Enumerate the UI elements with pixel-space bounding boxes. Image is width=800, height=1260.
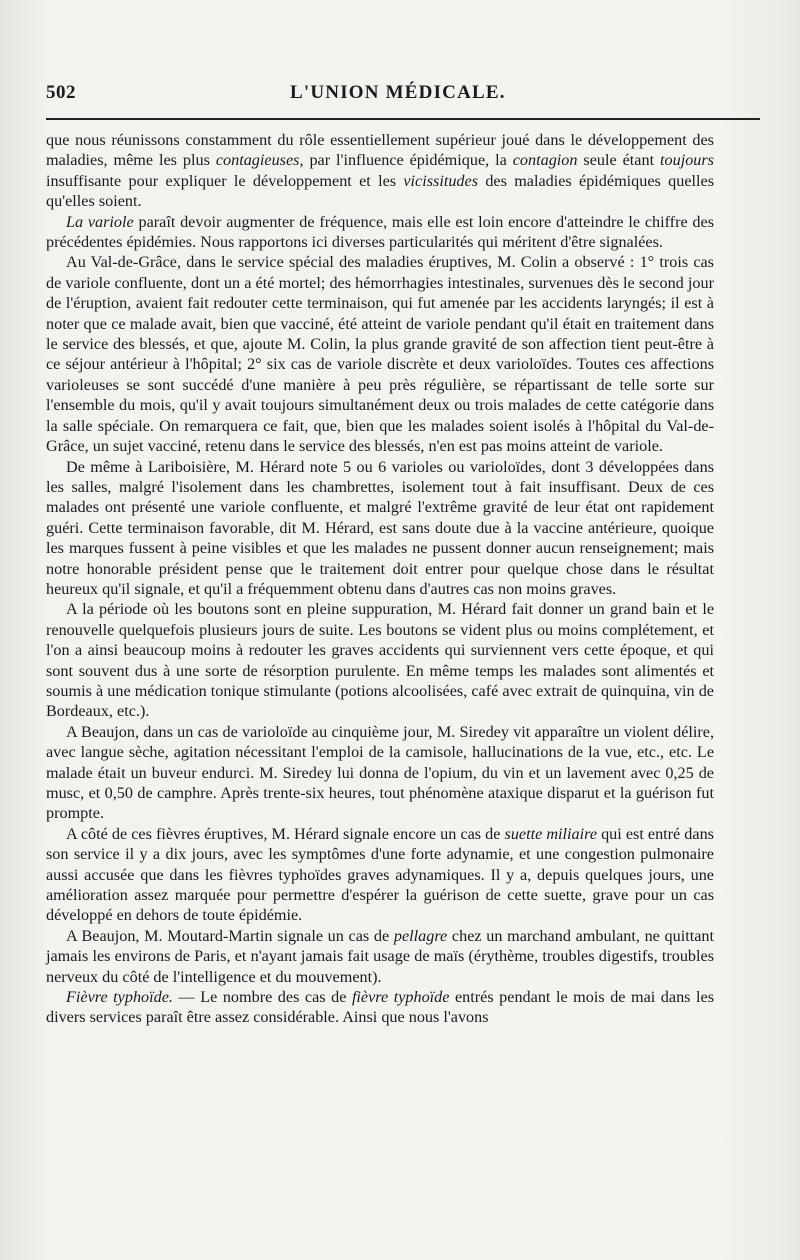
italic-term: La variole [66, 212, 134, 231]
paragraph [46, 926, 714, 987]
paragraph [46, 130, 714, 212]
text-run: , par l'influence épidémique, la [299, 151, 513, 170]
text-run: chez un marchand ambulant, ne quittant jamais les environs de Paris, et n'ayant jamais fait usage de maïs (érythème, troubles digestifs, troubles nerveux du côté de l'intelligence et du mouvement). [46, 926, 714, 986]
text-run: des maladies épidémiques quelles qu'elles soient. [46, 171, 714, 211]
italic-term: fièvre typhoïde [351, 988, 450, 1007]
article-body [46, 130, 714, 1028]
paragraph [46, 987, 714, 1028]
text-run: A côté de ces fièvres éruptives, M. Hérard signale encore un cas de [66, 824, 505, 843]
paragraph [46, 252, 714, 456]
paragraph [46, 824, 714, 926]
text-run: paraît devoir augmenter de fréquence, mais elle est loin encore d'atteindre le chiffre des précédentes épidémies. Nous rapportons ici diverses particularités qui méritent d'être signalées. [46, 212, 714, 252]
text-run: insuffisante pour expliquer le développement et les [46, 171, 404, 190]
text-run: A Beaujon, dans un cas de varioloïde au cinquième jour, M. Siredey vit apparaître un violent délire, avec langue sèche, agitation nécessitant l'emploi de la camisole, hallucinations de la vue, etc., etc. Le malade était un buveur endurci. M. Siredey lui donna de l'opium, du vin et un lavement avec 0,25 de musc, et 0,50 de camphre. Après trente-six heures, tout phénomène ataxique disparut et la guérison fut prompte. [46, 722, 714, 823]
paragraph [46, 212, 714, 253]
text-run: qui est entré dans son service il y a dix jours, avec les symptômes d'une forte adynamie, et une congestion pulmonaire aussi accusée que dans les fièvres typhoïdes graves adynamiques. Il y a, depuis quelques jours, une amélioration assez marquée pour permettre d'espérer la guérison de cette suette, grave pour un cas développé en dehors de toute épidémie. [46, 824, 714, 925]
text-run: A la période où les boutons sont en pleine suppuration, M. Hérard fait donner un grand bain et le renouvelle quelquefois plusieurs jours de suite. Les boutons se vident plus ou moins complétement, et l'on a ainsi beaucoup moins à redouter les graves accidents qui surviennent vers cette époque, et qui sont souvent dus à une sorte de résorption purulente. En même temps les malades sont alimentés et soumis à une médication tonique stimulante (potions alcoolisées, café avec extrait de quinquina, vin de Bordeaux, etc.). [46, 600, 714, 721]
italic-term: contagieuses [215, 151, 300, 170]
text-run: — Le nombre des cas de [172, 988, 352, 1007]
text-run: A Beaujon, M. Moutard-Martin signale un cas de [66, 926, 394, 945]
text-run: De même à Lariboisière, M. Hérard note 5 ou 6 varioles ou varioloïdes, dont 3 développées dans les salles, malgré l'isolement dans les chambrettes, isolement tout à fait insuffisant. Deux de ces malades ont présenté une variole confluente, et malgré l'extrême gravité de leur état ont rapidement guéri. Cette terminaison favorable, dit M. Hérard, est sans doute due à la vaccine antérieure, quoique les marques fussent à peine visibles et que les malades ne pussent donner aucun renseignement; mais notre honorable président pense que le traitement doit entrer pour quelque chose dans le résultat heureux qu'il signale, et qu'il a fréquemment obtenu dans d'autres cas non moins graves. [46, 457, 714, 598]
paragraph [46, 457, 714, 600]
italic-term: contagion [512, 151, 578, 170]
running-title: L'UNION MÉDICALE. [290, 82, 506, 103]
italic-term: pellagre [393, 926, 448, 945]
italic-term: suette miliaire [504, 824, 598, 843]
page-header [46, 82, 760, 112]
text-run: Au Val-de-Grâce, dans le service spécial des maladies éruptives, M. Colin a observé : 1° trois cas de variole confluente, dont un a été mortel; des hémorrhagies intestinales, survenues dès le second jour de l'éruption, avaient fait redouter cette terminaison, qui fut amenée par les accidents laryngés; il est à noter que ce malade avait, bien que vacciné, été atteint de variole pendant qu'il était en traitement dans le service des blessés, et que, ajoute M. Colin, la plus grande gravité de son affection tient peut-être à ce séjour antérieur à l'hôpital; 2° six cas de variole discrète et deux varioloïdes. Toutes ces affections varioleuses se sont succédé d'une manière à peu près régulière, se répartissant de telle sorte sur l'ensemble du mois, qu'il y avait toujours simultanément deux ou trois malades de cette catégorie dans la salle spéciale. On remarquera ce fait, que, bien que les malades soient isolés à l'hôpital du Val-de-Grâce, un sujet vacciné, retenu dans le service des blessés, n'en est pas moins atteint de variole. [46, 253, 714, 456]
header-rule [46, 118, 760, 120]
italic-term: vicissitudes [403, 171, 479, 190]
italic-term: Fièvre typhoïde. [66, 988, 173, 1007]
paragraph [46, 599, 714, 721]
text-run: seule étant [577, 151, 661, 170]
text-run: que nous réunissons constamment du rôle essentiellement supérieur joué dans le développement des maladies, même les plus [46, 131, 714, 170]
italic-term: toujours [660, 151, 714, 170]
paragraph [46, 722, 714, 824]
text-run: entrés pendant le mois de mai dans les divers services paraît être assez considérable. Ainsi que nous l'avons [46, 988, 714, 1027]
page-number: 502 [46, 82, 76, 103]
